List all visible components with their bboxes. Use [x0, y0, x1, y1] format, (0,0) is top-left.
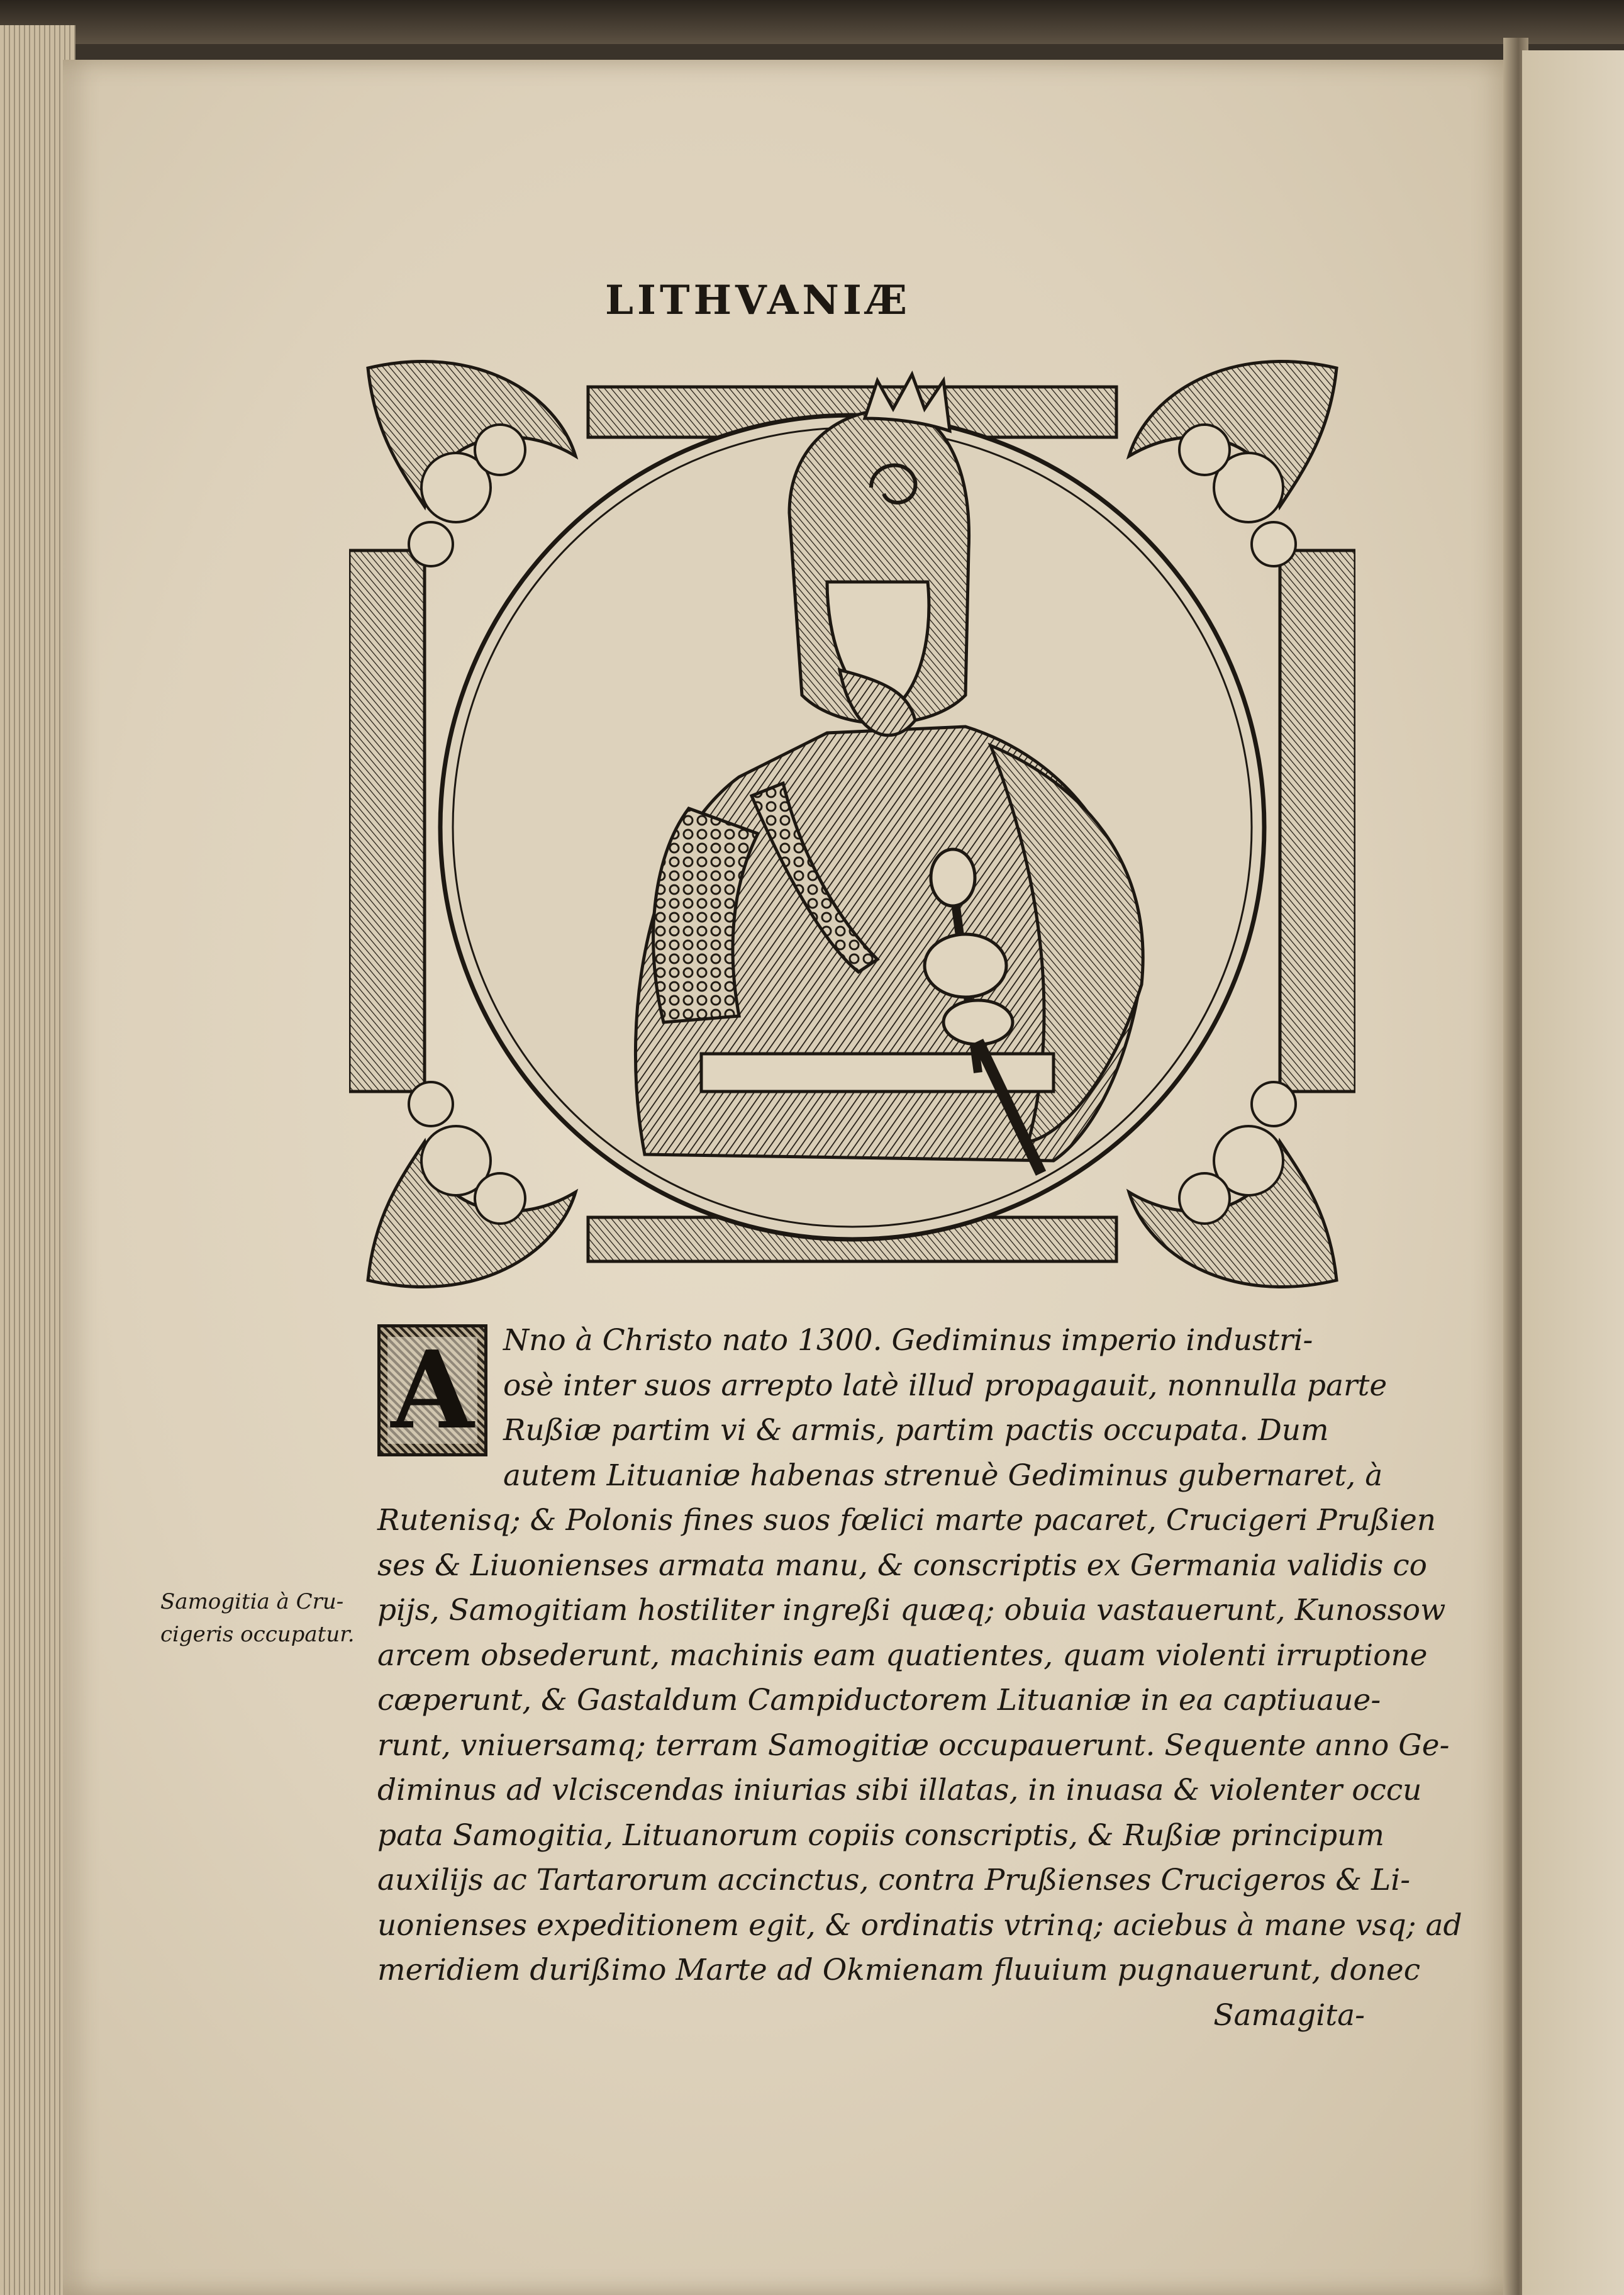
text-line: auxilijs ac Tartarorum accinctus, contra Prußienses Crucigeros & Li-: [377, 1863, 1411, 1897]
text-line: Nno à Christo nato 1300. Gediminus imperio industri-: [503, 1323, 1313, 1358]
text-line: Rußiæ partim vi & armis, partim pactis occupata. Dum: [503, 1413, 1329, 1448]
marginal-note-line: cigeris occupatur.: [160, 1622, 355, 1647]
text-line: arcem obsederunt, machinis eam quatientes, quam violenti irruptione: [377, 1638, 1428, 1673]
catchword: Samagita-: [1213, 1997, 1365, 2033]
text-line: osè inter suos arrepto latè illud propagauit, nonnulla parte: [503, 1368, 1388, 1403]
text-line: runt, vniuersamq; terram Samogitiæ occupauerunt. Sequente anno Ge-: [377, 1728, 1450, 1763]
marginal-note: [160, 1585, 368, 1651]
text-line: pijs, Samogitiam hostiliter ingreßi quæq; obuia vastauerunt, Kunossow: [377, 1593, 1446, 1628]
book-top-shadow: [0, 0, 1624, 44]
text-line: pata Samogitia, Lituanorum copiis conscriptis, & Rußiæ principum: [377, 1818, 1384, 1853]
facing-page-edge: [1522, 50, 1624, 2295]
text-line: uonienses expeditionem egit, & ordinatis vtrinq; aciebus à mane vsq; ad: [377, 1907, 1462, 1943]
body-text: [377, 1318, 1462, 2038]
text-line: autem Lituaniæ habenas strenuè Gediminus gubernaret, à: [503, 1458, 1383, 1493]
text-line: diminus ad vlciscendas iniurias sibi illatas, in inuasa & violenter occu: [377, 1773, 1422, 1807]
text-line: ses & Liuonienses armata manu, & conscriptis ex Germania validis co: [377, 1548, 1427, 1583]
text-line: cæperunt, & Gastaldum Campiductorem Lituaniæ in ea captiuaue-: [377, 1683, 1381, 1717]
marginal-note-line: Samogitia à Cru-: [160, 1589, 344, 1614]
initial-letter: A: [387, 1337, 478, 1444]
text-line: meridiem durißimo Marte ad Okmienam fluuium pugnauerunt, donec: [377, 1953, 1421, 1987]
text-line: Rutenisq; & Polonis fines suos fœlici marte pacaret, Crucigeri Prußien: [377, 1503, 1437, 1538]
portrait-woodcut: [349, 343, 1355, 1305]
running-head: LITHVANIÆ: [605, 277, 911, 324]
